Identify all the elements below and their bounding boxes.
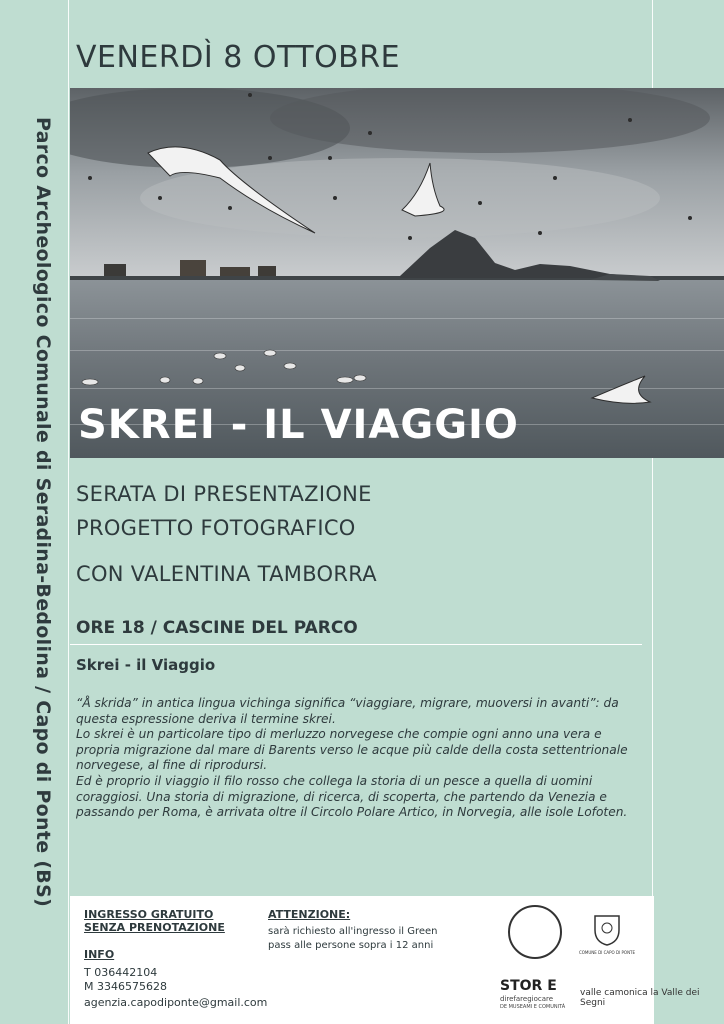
description-text	[76, 696, 642, 821]
time-place: ORE 18 / CASCINE DEL PARCO	[76, 618, 358, 638]
event-title: SKREI - IL VIAGGIO	[78, 402, 519, 448]
storie-logo: STOR E	[500, 978, 557, 994]
entry-label-2: SENZA PRENOTAZIONE	[84, 921, 225, 934]
attention-text: sarà richiesto all'ingresso il Green	[268, 926, 438, 937]
mobile: M 3346575628	[84, 980, 167, 993]
comune-logo-text: COMUNE DI CAPO DI PONTE	[578, 950, 636, 955]
section-title: Skrei - il Viaggio	[76, 656, 216, 674]
subtitle-line-3: CON VALENTINA TAMBORRA	[76, 562, 377, 586]
paragraph: Lo skrei è un particolare tipo di merluzzo norvegese che compie ogni anno una vera e propria migrazione dal mare di Barents verso le acque più calde della costa settentrionale norvegese, al fine di riprodursi.	[76, 727, 628, 773]
parco-logo	[508, 905, 562, 959]
event-date: VENERDÌ 8 OTTOBRE	[76, 40, 401, 75]
attention-label: ATTENZIONE:	[268, 908, 351, 921]
email-link[interactable]: agenzia.capodiponte@gmail.com	[84, 996, 268, 1009]
paragraph: “Å skrida” in antica lingua vichinga significa “viaggiare, migrare, muoversi in avanti”: da questa espressione deriva il termine skrei.	[76, 696, 619, 726]
entry-label: INGRESSO GRATUITO	[84, 908, 214, 921]
storie-logo-sub2: DE MUSEAMI E COMUNITÀ	[500, 1004, 566, 1010]
phone: T 036442104	[84, 966, 158, 979]
side-venue-text: Parco Archeologico Comunale di Seradina-Bedolina / Capo di Ponte (BS)	[32, 116, 54, 908]
comune-crest-icon	[592, 912, 622, 946]
frame-line	[652, 0, 653, 90]
storie-logo-sub: direfaregiocare	[500, 995, 554, 1003]
valle-camonica-logo: valle camonica la Valle dei Segni	[580, 988, 700, 1008]
attention-text-2: pass alle persone sopra i 12 anni	[268, 940, 434, 951]
subtitle-line-2: PROGETTO FOTOGRAFICO	[76, 516, 356, 540]
info-label: INFO	[84, 948, 115, 961]
frame-line	[68, 0, 69, 1024]
paragraph: Ed è proprio il viaggio il filo rosso che collega la storia di un pesce a quella di uomini coraggiosi. Una storia di migrazione, di ricerca, di scoperta, che partendo da Venezia e passando per Roma, è arrivata oltre il Circolo Polare Artico, in Norvegia, alle isole Lofoten.	[76, 773, 628, 820]
subtitle-line-1: SERATA DI PRESENTAZIONE	[76, 482, 372, 506]
divider	[70, 644, 642, 645]
